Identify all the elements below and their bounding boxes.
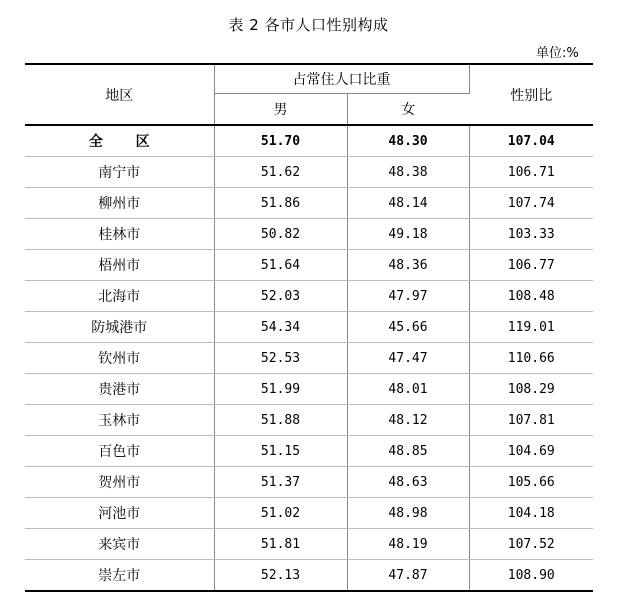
header-ratio: 性别比 bbox=[469, 64, 593, 125]
table-row bbox=[25, 219, 593, 250]
female-cell: 48.30 bbox=[347, 125, 469, 157]
header-male: 男 bbox=[214, 94, 347, 126]
male-cell: 51.88 bbox=[214, 405, 347, 436]
female-cell: 48.38 bbox=[347, 157, 469, 188]
table-title: 表 2 各市人口性别构成 bbox=[228, 16, 389, 34]
table-row bbox=[25, 157, 593, 188]
female-cell: 48.12 bbox=[347, 405, 469, 436]
table-header bbox=[25, 64, 593, 125]
female-cell: 48.98 bbox=[347, 498, 469, 529]
header-female: 女 bbox=[347, 94, 469, 126]
ratio-cell: 107.81 bbox=[469, 405, 593, 436]
table-body bbox=[25, 125, 593, 591]
table-row bbox=[25, 312, 593, 343]
male-cell: 52.13 bbox=[214, 560, 347, 592]
table-row bbox=[25, 188, 593, 219]
male-cell: 51.64 bbox=[214, 250, 347, 281]
table-row bbox=[25, 374, 593, 405]
male-cell: 51.99 bbox=[214, 374, 347, 405]
female-cell: 45.66 bbox=[347, 312, 469, 343]
ratio-cell: 106.77 bbox=[469, 250, 593, 281]
male-cell: 51.37 bbox=[214, 467, 347, 498]
male-cell: 50.82 bbox=[214, 219, 347, 250]
male-cell: 51.15 bbox=[214, 436, 347, 467]
population-sex-table bbox=[25, 63, 593, 592]
female-cell: 49.18 bbox=[347, 219, 469, 250]
region-cell: 南宁市 bbox=[25, 157, 214, 188]
region-cell: 贵港市 bbox=[25, 374, 214, 405]
male-cell: 51.70 bbox=[214, 125, 347, 157]
ratio-cell: 106.71 bbox=[469, 157, 593, 188]
ratio-cell: 119.01 bbox=[469, 312, 593, 343]
region-cell: 贺州市 bbox=[25, 467, 214, 498]
region-cell: 防城港市 bbox=[25, 312, 214, 343]
region-cell: 河池市 bbox=[25, 498, 214, 529]
ratio-cell: 104.69 bbox=[469, 436, 593, 467]
table-row bbox=[25, 436, 593, 467]
region-cell: 崇左市 bbox=[25, 560, 214, 592]
region-cell: 钦州市 bbox=[25, 343, 214, 374]
ratio-cell: 107.52 bbox=[469, 529, 593, 560]
male-cell: 54.34 bbox=[214, 312, 347, 343]
ratio-cell: 108.48 bbox=[469, 281, 593, 312]
female-cell: 48.85 bbox=[347, 436, 469, 467]
table-row bbox=[25, 405, 593, 436]
unit-label: 单位:% bbox=[536, 46, 579, 61]
female-cell: 48.14 bbox=[347, 188, 469, 219]
table-row bbox=[25, 529, 593, 560]
ratio-cell: 104.18 bbox=[469, 498, 593, 529]
male-cell: 52.53 bbox=[214, 343, 347, 374]
table-row bbox=[25, 498, 593, 529]
ratio-cell: 107.04 bbox=[469, 125, 593, 157]
ratio-cell: 103.33 bbox=[469, 219, 593, 250]
ratio-cell: 107.74 bbox=[469, 188, 593, 219]
ratio-cell: 108.29 bbox=[469, 374, 593, 405]
region-cell: 桂林市 bbox=[25, 219, 214, 250]
male-cell: 51.86 bbox=[214, 188, 347, 219]
ratio-cell: 108.90 bbox=[507, 567, 555, 583]
female-cell: 48.63 bbox=[347, 467, 469, 498]
header-share: 占常住人口比重 bbox=[214, 64, 469, 94]
ratio-cell: 110.66 bbox=[469, 343, 593, 374]
region-cell: 柳州市 bbox=[25, 188, 214, 219]
table-row bbox=[25, 250, 593, 281]
male-cell: 51.62 bbox=[214, 157, 347, 188]
table-row bbox=[25, 343, 593, 374]
female-cell: 47.97 bbox=[347, 281, 469, 312]
male-cell: 51.02 bbox=[214, 498, 347, 529]
table-row bbox=[25, 281, 593, 312]
region-cell: 来宾市 bbox=[25, 529, 214, 560]
region-cell: 百色市 bbox=[25, 436, 214, 467]
male-cell: 51.81 bbox=[214, 529, 347, 560]
region-cell: 北海市 bbox=[25, 281, 214, 312]
table-row-total bbox=[25, 125, 593, 157]
region-cell: 玉林市 bbox=[25, 405, 214, 436]
female-cell: 48.19 bbox=[347, 529, 469, 560]
region-cell: 全 区 bbox=[25, 125, 214, 157]
female-cell: 48.36 bbox=[347, 250, 469, 281]
region-cell: 梧州市 bbox=[25, 250, 214, 281]
female-cell: 47.87 bbox=[347, 560, 469, 592]
ratio-cell: 105.66 bbox=[469, 467, 593, 498]
female-cell: 48.01 bbox=[347, 374, 469, 405]
table-row bbox=[25, 560, 593, 592]
male-cell: 52.03 bbox=[214, 281, 347, 312]
header-region: 地区 bbox=[25, 64, 214, 125]
female-cell: 47.47 bbox=[347, 343, 469, 374]
table-row bbox=[25, 467, 593, 498]
